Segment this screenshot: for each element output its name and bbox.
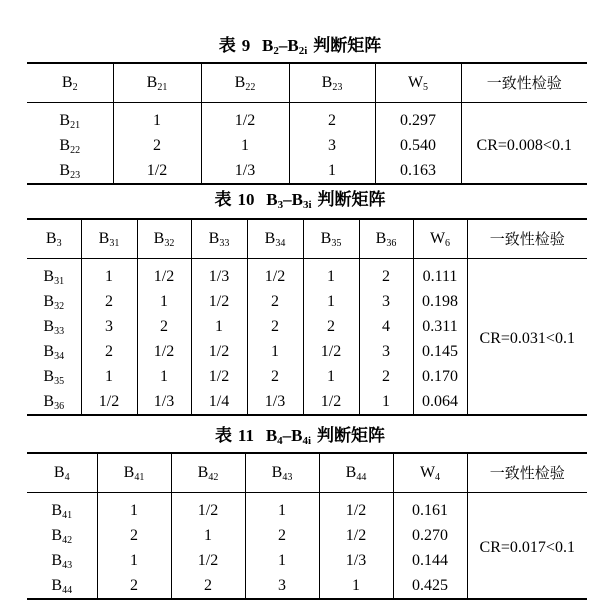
table-cell: 2: [247, 364, 303, 389]
column-header: [359, 219, 413, 259]
caption-dash: –: [283, 190, 292, 209]
column-header: [393, 453, 467, 493]
column-header: [467, 219, 587, 259]
table-cell: 2: [245, 523, 319, 548]
table-cell: 1: [289, 158, 375, 184]
column-header-base: B: [234, 74, 246, 91]
column-header-base: B: [146, 74, 158, 91]
table-cell: 3: [359, 289, 413, 314]
row-label-sub: 41: [62, 509, 73, 521]
table-cell: 3: [289, 133, 375, 158]
table-cell: 0.161: [393, 493, 467, 524]
table-cell: 2: [97, 523, 171, 548]
column-header-sub: 34: [275, 238, 286, 249]
table-10: [27, 218, 587, 416]
column-header-base: B: [197, 464, 209, 481]
column-header: [27, 219, 81, 259]
row-label: [27, 133, 113, 158]
column-header-sub: 36: [386, 238, 397, 249]
column-header: [97, 453, 171, 493]
caption-from-base: B: [266, 190, 278, 209]
caption-dash: –: [282, 426, 292, 445]
column-header-sub: 5: [423, 82, 429, 93]
column-header: [171, 453, 245, 493]
column-header: [303, 219, 359, 259]
caption-suffix: 判断矩阵: [317, 426, 385, 446]
table-cell: 1: [247, 339, 303, 364]
row-label-sub: 44: [62, 584, 73, 596]
table-cell: 0.198: [413, 289, 467, 314]
column-header-base: B: [45, 230, 57, 247]
column-header-base: 一致性检验: [489, 230, 565, 248]
table-cell: 1/3: [319, 548, 393, 573]
table-cell: 4: [359, 314, 413, 339]
table-cell: 1: [303, 364, 359, 389]
caption-from-base: B: [265, 426, 278, 445]
caption-prefix: 表: [218, 36, 236, 56]
table-cell: 2: [359, 364, 413, 389]
header-row: [27, 219, 587, 259]
column-header-base: B: [123, 464, 135, 481]
caption-suffix: 判断矩阵: [313, 36, 382, 56]
table-cell: 1: [171, 523, 245, 548]
table-cell: 1/3: [247, 389, 303, 415]
caption-to-sub: 3i: [302, 199, 312, 211]
table-cell: 1/2: [171, 548, 245, 573]
row-label-base: B: [51, 576, 63, 594]
caption-to-base: B: [291, 426, 303, 445]
row-label-sub: 35: [54, 375, 65, 387]
row-label: [27, 548, 97, 573]
row-label-base: B: [59, 111, 71, 129]
table-cell: 1: [303, 289, 359, 314]
column-header: [247, 219, 303, 259]
row-label-base: B: [43, 367, 55, 385]
row-label: [27, 493, 97, 524]
row-label-sub: 31: [54, 275, 65, 287]
column-header: [375, 63, 461, 103]
row-label-sub: 42: [62, 534, 73, 546]
row-label-base: B: [43, 292, 55, 310]
caption-number: 9: [241, 36, 251, 55]
row-label-base: B: [59, 161, 71, 179]
column-header-base: 一致性检验: [486, 74, 562, 92]
column-header-sub: 41: [134, 472, 145, 483]
table-cell: 1/3: [137, 389, 191, 415]
table-cell: 1: [245, 493, 319, 524]
consistency-ratio: CR=0.031<0.1: [467, 259, 587, 416]
table-9: [27, 62, 587, 185]
table-cell: 1: [97, 493, 171, 524]
caption-to-sub: 2i: [298, 45, 308, 57]
row-label-sub: 33: [54, 325, 65, 337]
caption-from-sub: 3: [277, 199, 284, 211]
column-header-sub: 43: [282, 472, 293, 483]
column-header: [27, 453, 97, 493]
row-label: [27, 523, 97, 548]
table-row: [27, 103, 587, 134]
column-header-sub: 4: [435, 472, 441, 483]
column-header-base: W: [419, 464, 436, 481]
column-header: [191, 219, 247, 259]
table-cell: 1/3: [191, 259, 247, 290]
column-header: [113, 63, 201, 103]
table-cell: 0.145: [413, 339, 467, 364]
caption-from-sub: 4: [277, 435, 283, 447]
column-header-sub: 2: [72, 82, 78, 93]
table-cell: 2: [247, 314, 303, 339]
column-header-base: B: [271, 464, 283, 481]
table-cell: 1: [201, 133, 289, 158]
table-10-caption: [0, 190, 600, 210]
column-header-base: 一致性检验: [489, 464, 565, 482]
row-label: [27, 389, 81, 415]
column-header-base: B: [375, 230, 387, 247]
column-header-base: W: [407, 74, 424, 91]
table-cell: 3: [81, 314, 137, 339]
table-cell: 1/2: [137, 259, 191, 290]
table-9-caption: [0, 36, 600, 56]
row-label-sub: 36: [54, 400, 65, 412]
table-cell: 3: [245, 573, 319, 599]
table-cell: 1/2: [171, 493, 245, 524]
table-cell: 2: [171, 573, 245, 599]
table-cell: 0.297: [375, 103, 461, 134]
column-header: [81, 219, 137, 259]
row-label: [27, 573, 97, 599]
column-header-sub: 21: [157, 82, 168, 93]
column-header-sub: 44: [356, 472, 367, 483]
table-cell: 1/2: [81, 389, 137, 415]
consistency-ratio: CR=0.017<0.1: [467, 493, 587, 600]
row-label: [27, 314, 81, 339]
row-label-base: B: [51, 526, 63, 544]
table-cell: 1/2: [191, 364, 247, 389]
column-header-base: B: [321, 74, 333, 91]
row-label: [27, 259, 81, 290]
column-header-sub: 32: [164, 238, 175, 249]
consistency-ratio: CR=0.008<0.1: [461, 103, 587, 185]
table-cell: 1/2: [303, 389, 359, 415]
row-label: [27, 364, 81, 389]
table-cell: 1: [359, 389, 413, 415]
column-header-sub: 4: [64, 472, 70, 483]
table-cell: 0.144: [393, 548, 467, 573]
caption-to-sub: 4i: [302, 435, 312, 447]
caption-number: 11: [237, 426, 254, 445]
row-label: [27, 103, 113, 134]
table-cell: 2: [303, 314, 359, 339]
table-cell: 1: [81, 364, 137, 389]
table-cell: 0.311: [413, 314, 467, 339]
table-cell: 1: [113, 103, 201, 134]
column-header-base: B: [264, 230, 276, 247]
table-cell: 0.064: [413, 389, 467, 415]
column-header: [413, 219, 467, 259]
caption-to-base: B: [291, 190, 303, 209]
table-cell: 1: [137, 364, 191, 389]
table-cell: 2: [113, 133, 201, 158]
table-cell: 3: [359, 339, 413, 364]
column-header-sub: 23: [332, 82, 343, 93]
table-cell: 2: [289, 103, 375, 134]
column-header-sub: 42: [208, 472, 219, 483]
table-cell: 2: [81, 339, 137, 364]
row-label-sub: 22: [70, 144, 81, 156]
row-label-sub: 21: [70, 119, 81, 131]
table-cell: 2: [97, 573, 171, 599]
table-cell: 0.111: [413, 259, 467, 290]
column-header-base: B: [208, 230, 220, 247]
column-header: [27, 63, 113, 103]
table-cell: 1/2: [319, 493, 393, 524]
table-cell: 0.540: [375, 133, 461, 158]
column-header-sub: 35: [331, 238, 342, 249]
row-label-sub: 43: [62, 559, 73, 571]
header-row: [27, 453, 587, 493]
caption-to-base: B: [287, 36, 299, 55]
row-label: [27, 158, 113, 184]
column-header-base: B: [345, 464, 357, 481]
column-header-base: B: [53, 464, 65, 481]
caption-from-sub: 2: [273, 45, 279, 57]
column-header-sub: 31: [109, 238, 120, 249]
table-cell: 1/2: [319, 523, 393, 548]
table-cell: 1: [137, 289, 191, 314]
column-header-base: B: [98, 230, 110, 247]
table-cell: 0.270: [393, 523, 467, 548]
column-header-sub: 22: [245, 82, 256, 93]
row-label: [27, 289, 81, 314]
table-cell: 1/2: [191, 339, 247, 364]
column-header-sub: 3: [56, 238, 62, 249]
row-label-base: B: [43, 317, 55, 335]
column-header-base: B: [320, 230, 332, 247]
caption-prefix: 表: [215, 426, 232, 446]
column-header: [289, 63, 375, 103]
table-cell: 1/2: [247, 259, 303, 290]
row-label-sub: 23: [70, 169, 81, 181]
column-header: [137, 219, 191, 259]
table-cell: 2: [247, 289, 303, 314]
table-cell: 1/2: [113, 158, 201, 184]
row-label-base: B: [51, 501, 63, 519]
column-header-sub: 6: [445, 238, 451, 249]
column-header-sub: 33: [219, 238, 230, 249]
caption-number: 10: [237, 190, 255, 209]
table-cell: 1/2: [191, 289, 247, 314]
row-label-base: B: [43, 342, 55, 360]
table-cell: 1: [97, 548, 171, 573]
table-cell: 1/2: [303, 339, 359, 364]
row-label-base: B: [43, 267, 55, 285]
table-cell: 1/2: [137, 339, 191, 364]
caption-dash: –: [278, 36, 288, 55]
table-cell: 2: [81, 289, 137, 314]
table-cell: 1/2: [201, 103, 289, 134]
column-header: [201, 63, 289, 103]
table-cell: 2: [137, 314, 191, 339]
table-11-caption: [0, 426, 600, 446]
table-cell: 1: [81, 259, 137, 290]
table-cell: 1: [319, 573, 393, 599]
row-label-base: B: [43, 392, 55, 410]
table-11: [27, 452, 587, 600]
table-cell: 1/3: [201, 158, 289, 184]
table-cell: 1: [191, 314, 247, 339]
column-header: [319, 453, 393, 493]
table-row: [27, 493, 587, 524]
table-cell: 1: [245, 548, 319, 573]
table-cell: 0.425: [393, 573, 467, 599]
row-label-sub: 34: [54, 350, 65, 362]
table-cell: 0.163: [375, 158, 461, 184]
column-header: [461, 63, 587, 103]
row-label-base: B: [51, 551, 63, 569]
row-label-sub: 32: [54, 300, 65, 312]
column-header-base: W: [429, 230, 446, 247]
header-row: [27, 63, 587, 103]
table-cell: 0.170: [413, 364, 467, 389]
column-header-base: B: [61, 74, 73, 91]
row-label-base: B: [59, 136, 71, 154]
table-cell: 2: [359, 259, 413, 290]
caption-prefix: 表: [214, 190, 232, 210]
column-header: [245, 453, 319, 493]
row-label: [27, 339, 81, 364]
column-header: [467, 453, 587, 493]
caption-from-base: B: [262, 36, 274, 55]
table-cell: 1/4: [191, 389, 247, 415]
table-cell: 1: [303, 259, 359, 290]
column-header-base: B: [153, 230, 165, 247]
caption-suffix: 判断矩阵: [317, 190, 386, 210]
table-row: [27, 259, 587, 290]
